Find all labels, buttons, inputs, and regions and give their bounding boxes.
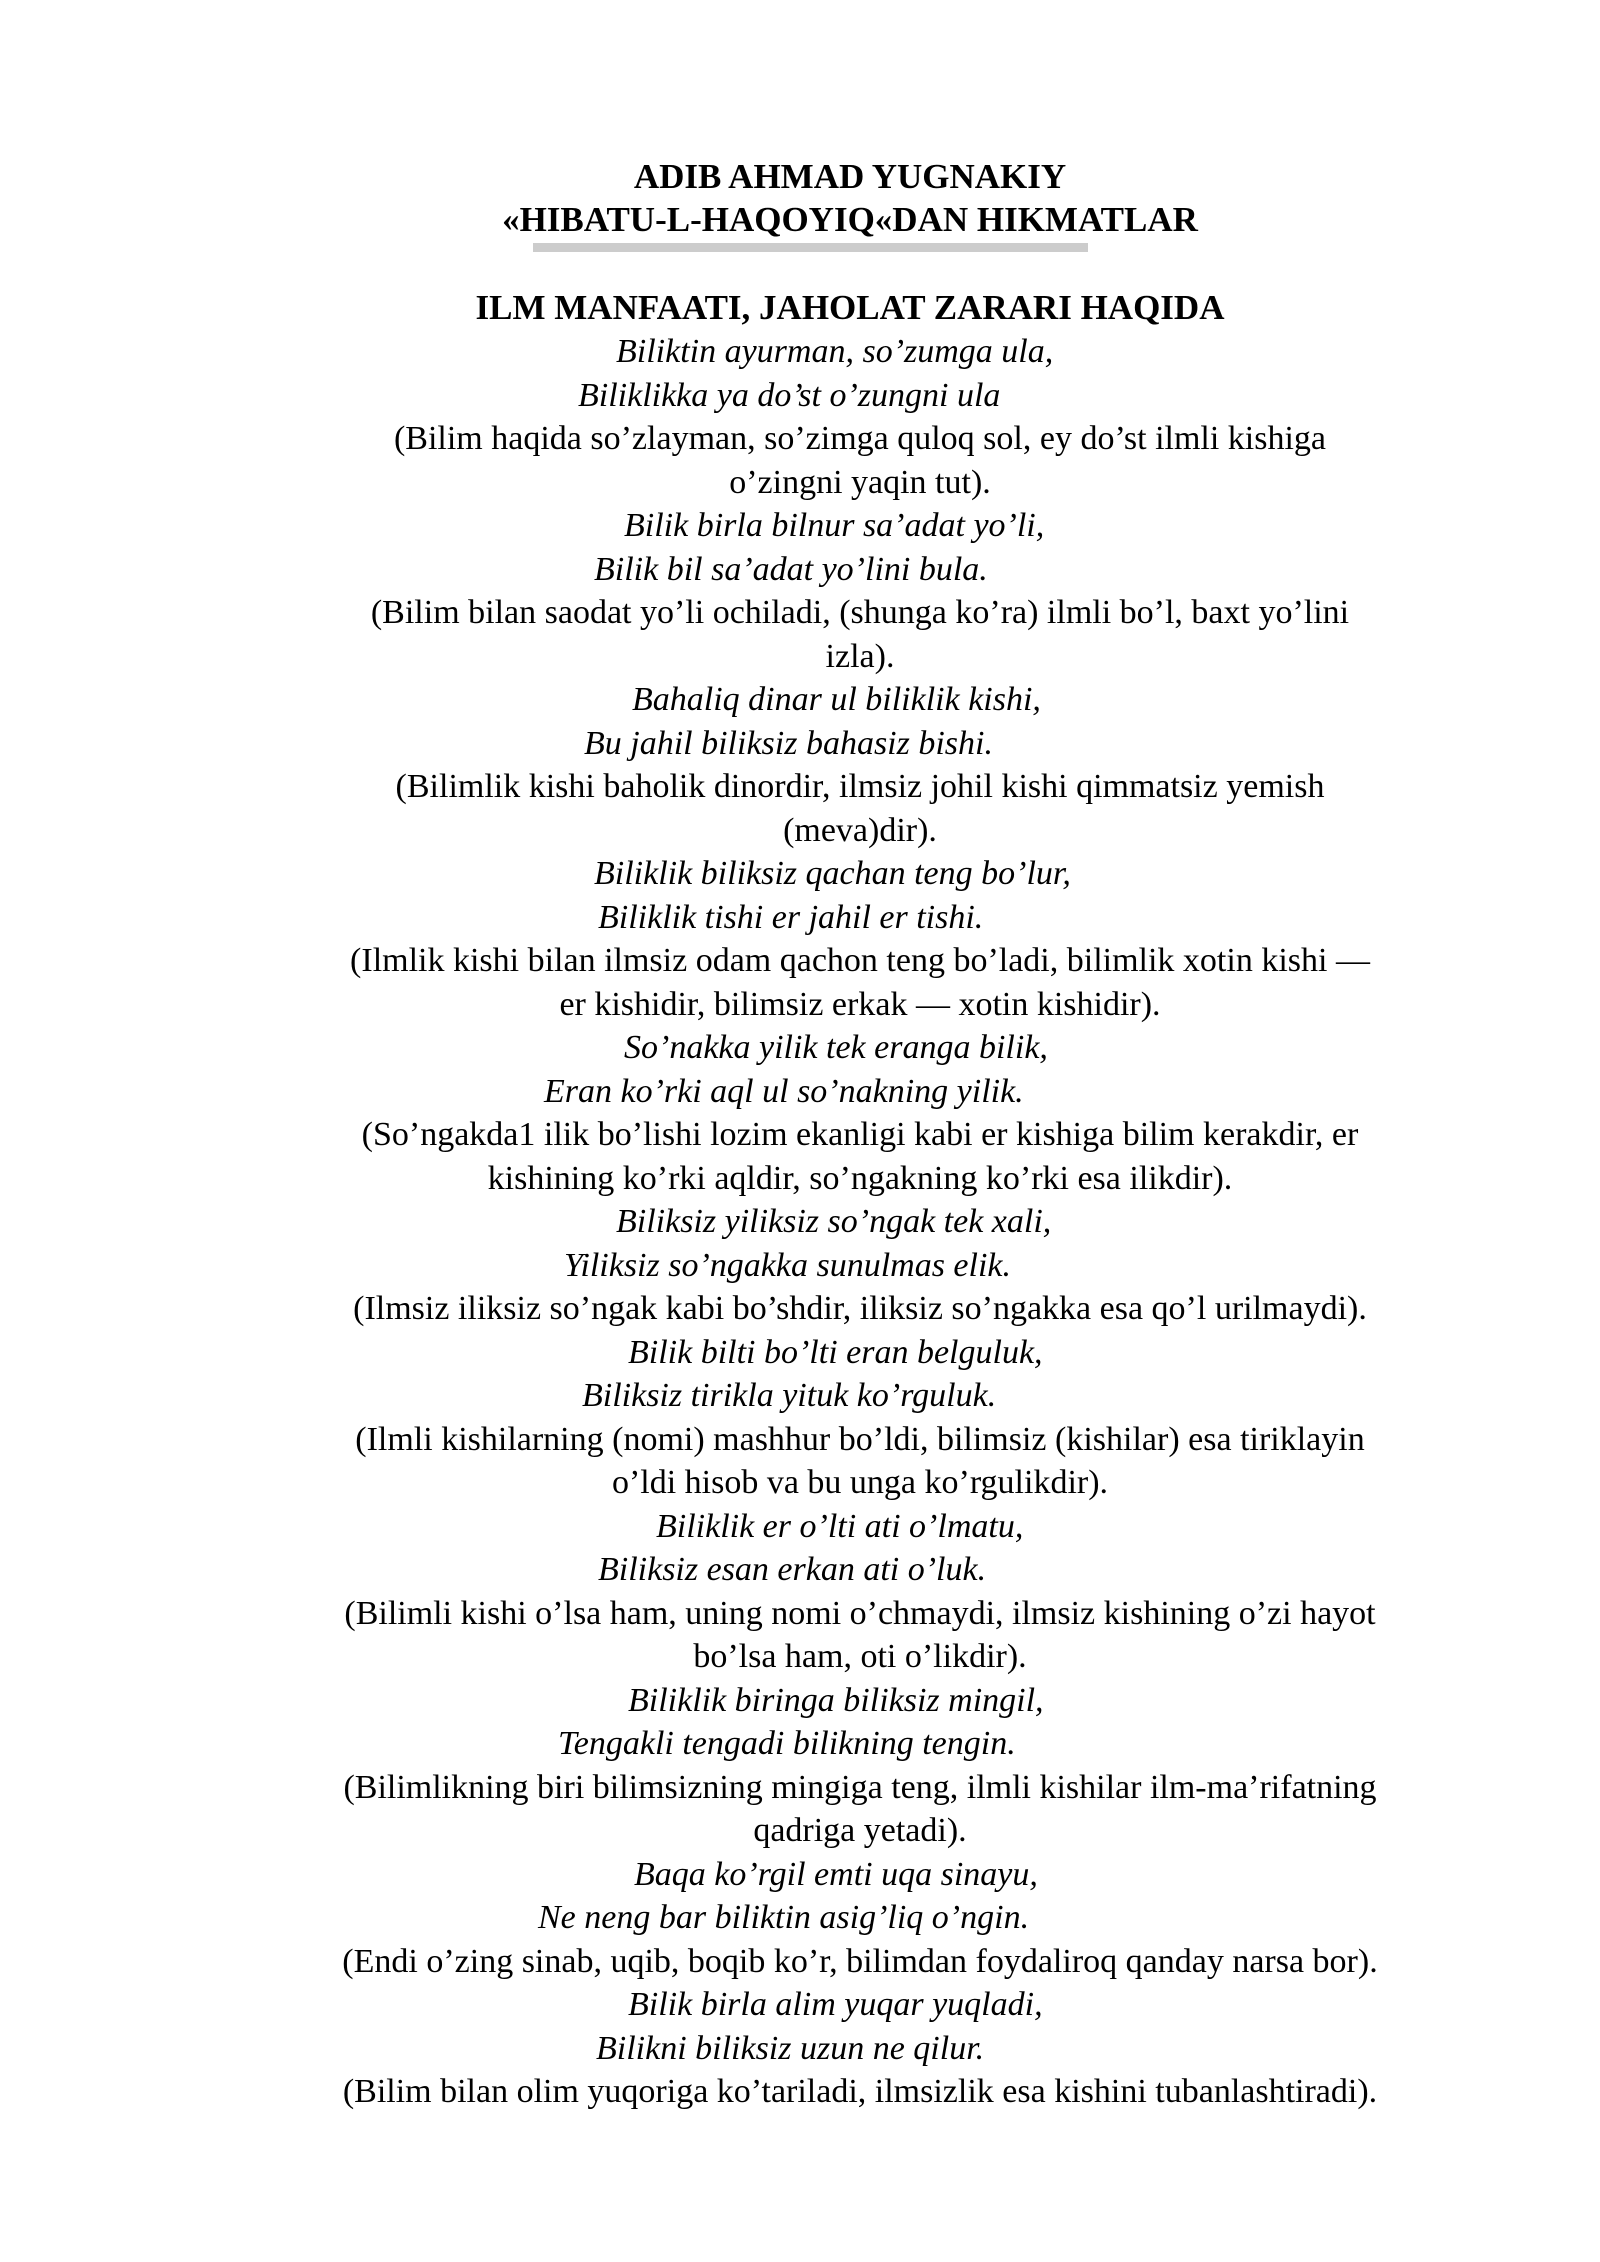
verse-line: Biliktin ayurman, so’zumga ula, bbox=[616, 333, 1054, 370]
translation-line: (Bilim bilan saodat yo’li ochiladi, (shunga ko’ra) ilmli bo’l, baxt yo’lini bbox=[370, 594, 1350, 631]
translation-line: izla). bbox=[825, 637, 895, 675]
verse-line: Biliklik biliksiz qachan teng bo’lur, bbox=[594, 855, 1071, 892]
translation-line: (Ilmsiz iliksiz so’ngak kabi bo’shdir, iliksiz so’ngakka esa qo’l urilmaydi). bbox=[353, 1290, 1367, 1327]
verse-line: Bu jahil biliksiz bahasiz bishi. bbox=[584, 724, 993, 762]
translation-line: (meva)dir). bbox=[783, 811, 937, 849]
work-title: «HIBATU-L-HAQOYIQ«DAN HIKMATLAR bbox=[502, 200, 1198, 239]
verse-line: Biliklik biringa biliksiz mingil, bbox=[628, 1681, 1044, 1719]
poem-body bbox=[0, 330, 1600, 2114]
verse-line: Bilik bilti bo’lti eran belguluk, bbox=[628, 1333, 1043, 1371]
author-title: ADIB AHMAD YUGNAKIY bbox=[633, 157, 1067, 196]
section-title: ILM MANFAATI, JAHOLAT ZARARI HAQIDA bbox=[475, 288, 1225, 327]
translation-line: qadriga yetadi). bbox=[753, 1812, 967, 1849]
verse-line: Biliksiz esan erkan ati o’luk. bbox=[598, 1551, 987, 1588]
verse-line: Biliklikka ya do’st o’zungni ula bbox=[578, 376, 1001, 414]
translation-line: kishining ko’rki aqldir, so’ngakning ko’rki esa ilikdir). bbox=[487, 1159, 1233, 1197]
translation-line: (Ilmlik kishi bilan ilmsiz odam qachon teng bo’ladi, bilimlik xotin kishi — bbox=[350, 942, 1370, 979]
translation-line: (Bilimlikning biri bilimsizning mingiga teng, ilmli kishilar ilm-ma’rifatning bbox=[343, 1768, 1377, 1806]
translation-line: (Bilim haqida so’zlayman, so’zimga quloq sol, ey do’st ilmli kishiga bbox=[393, 420, 1327, 457]
verse-line: Bilikni biliksiz uzun ne qilur. bbox=[596, 2029, 985, 2067]
verse-line: Bilik birla alim yuqar yuqladi, bbox=[628, 1986, 1043, 2023]
verse-line: Yiliksiz so’ngakka sunulmas elik. bbox=[564, 1246, 1011, 1284]
verse-line: Bilik birla bilnur sa’adat yo’li, bbox=[624, 507, 1045, 544]
translation-line: (Ilmli kishilarning (nomi) mashhur bo’ldi, bilimsiz (kishilar) esa tiriklayin bbox=[355, 1420, 1365, 1458]
verse-line: Biliklik er o’lti ati o’lmatu, bbox=[656, 1507, 1024, 1545]
verse-line: Baqa ko’rgil emti uqa sinayu, bbox=[634, 1855, 1038, 1893]
translation-line: (Endi o’zing sinab, uqib, boqib ko’r, bilimdan foydaliroq qanday narsa bor). bbox=[342, 1942, 1378, 1980]
translation-line: (Bilimlik kishi baholik dinordir, ilmsiz johil kishi qimmatsiz yemish bbox=[395, 768, 1325, 805]
verse-line: Bahaliq dinar ul biliklik kishi, bbox=[632, 681, 1041, 718]
verse-line: Tengakli tengadi bilikning tengin. bbox=[558, 1725, 1016, 1762]
translation-line: bo’lsa ham, oti o’likdir). bbox=[693, 1638, 1027, 1675]
translation-line: er kishidir, bilimsiz erkak — xotin kishidir). bbox=[559, 985, 1161, 1023]
verse-line: Ne neng bar biliktin asig’liq o’ngin. bbox=[538, 1899, 1030, 1936]
title-underline-divider bbox=[533, 243, 1088, 252]
verse-line: So’nakka yilik tek eranga bilik, bbox=[624, 1029, 1048, 1066]
translation-line: o’zingni yaqin tut). bbox=[729, 463, 991, 501]
verse-line: Bilik bil sa’adat yo’lini bula. bbox=[594, 550, 988, 588]
verse-line: Biliksiz tirikla yituk ko’rguluk. bbox=[582, 1377, 997, 1414]
translation-line: (Bilim bilan olim yuqoriga ko’tariladi, ilmsizlik esa kishini tubanlashtiradi). bbox=[342, 2073, 1378, 2110]
translation-line: o’ldi hisob va bu unga ko’rgulikdir). bbox=[611, 1464, 1109, 1501]
verse-line: Eran ko’rki aql ul so’nakning yilik. bbox=[544, 1072, 1024, 1110]
verse-line: Biliklik tishi er jahil er tishi. bbox=[598, 898, 984, 936]
translation-line: (So’ngakda1 ilik bo’lishi lozim ekanligi kabi er kishiga bilim kerakdir, er bbox=[361, 1116, 1359, 1153]
verse-line: Biliksiz yiliksiz so’ngak tek xali, bbox=[616, 1203, 1052, 1240]
translation-line: (Bilimli kishi o’lsa ham, uning nomi o’chmaydi, ilmsiz kishining o’zi hayot bbox=[344, 1594, 1376, 1632]
